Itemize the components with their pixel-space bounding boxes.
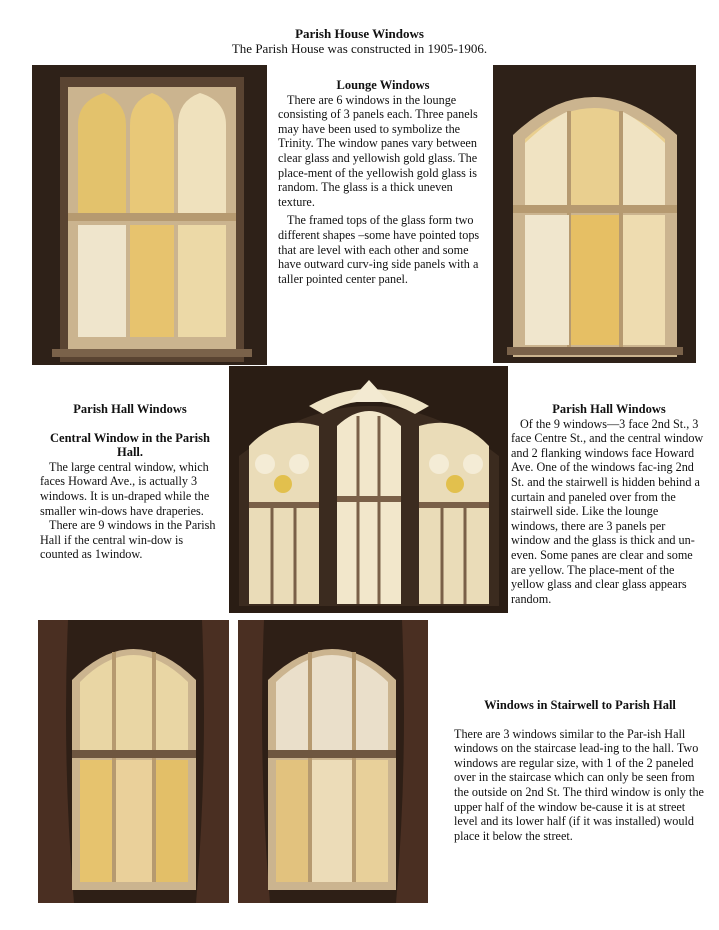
lounge-window-photo-pointed (32, 65, 267, 365)
lounge-section (278, 78, 488, 286)
parish-hall-left-section (40, 402, 220, 562)
page-subtitle: The Parish House was constructed in 1905-1906. (231, 41, 488, 56)
parish-hall-right-section (511, 402, 707, 606)
parish-hall-right-heading: Parish Hall Windows (552, 402, 666, 416)
parish-hall-window-photo-1 (38, 620, 229, 903)
parish-hall-left-paragraph-1: The large central window, which faces Howard Ave., is actually 3 windows. It is un-draped while the smaller win-dows have draperies. (40, 459, 210, 518)
central-window-heading: Central Window in the Parish Hall. (50, 430, 210, 460)
lounge-heading: Lounge Windows (336, 78, 430, 92)
parish-hall-left-paragraph-2: There are 9 windows in the Parish Hall if the central win-dow is counted as 1window. (40, 518, 216, 562)
central-window-photo (229, 366, 508, 613)
stairwell-heading: Windows in Stairwell to Parish Hall (484, 698, 676, 712)
lounge-window-photo-curved (493, 65, 696, 363)
lounge-paragraph-1: There are 6 windows in the lounge consisting of 3 panels each. Three panels may have been used to symbolize the Trinity. The window panes vary between clear glass and yellowish gold glass. The place-ment of the yellowish gold glass is random. The glass is a thick uneven texture. (278, 92, 478, 209)
stairwell-section (454, 698, 706, 843)
parish-hall-right-paragraph-1: Of the 9 windows—3 face 2nd St., 3 face Centre St., and the central window and 2 flanking windows face Howard Ave. One of the windows fac-ing 2nd St. and the stairwell is hidden behind a curtain and paneled over from the stairwell side. Like the lounge windows, there are 3 panels per window and the glass is thick and un-even. Some panes are clear and some are yellow. The place-ment of the yellow glass and clear glass appears random. (511, 416, 704, 606)
parish-hall-left-heading: Parish Hall Windows (73, 402, 187, 416)
stairwell-paragraph-1: There are 3 windows similar to the Par-ish Hall windows on the staircase lead-ing to the hall. Two windows are regular size, with 1 of the 2 paneled over in the staircase which can only be seen from the outside on 2nd St. The third window is only the upper half of the window be-cause it is at street level and its lower half (if it was installed) would place it below the street. (454, 726, 704, 843)
parish-hall-window-photo-2 (238, 620, 428, 903)
lounge-paragraph-2: The framed tops of the glass form two different shapes –some have pointed tops that are level with each other and some have outward curv-ing side panels with a taller pointed center panel. (278, 213, 480, 286)
page-title: Parish House Windows (295, 26, 424, 41)
